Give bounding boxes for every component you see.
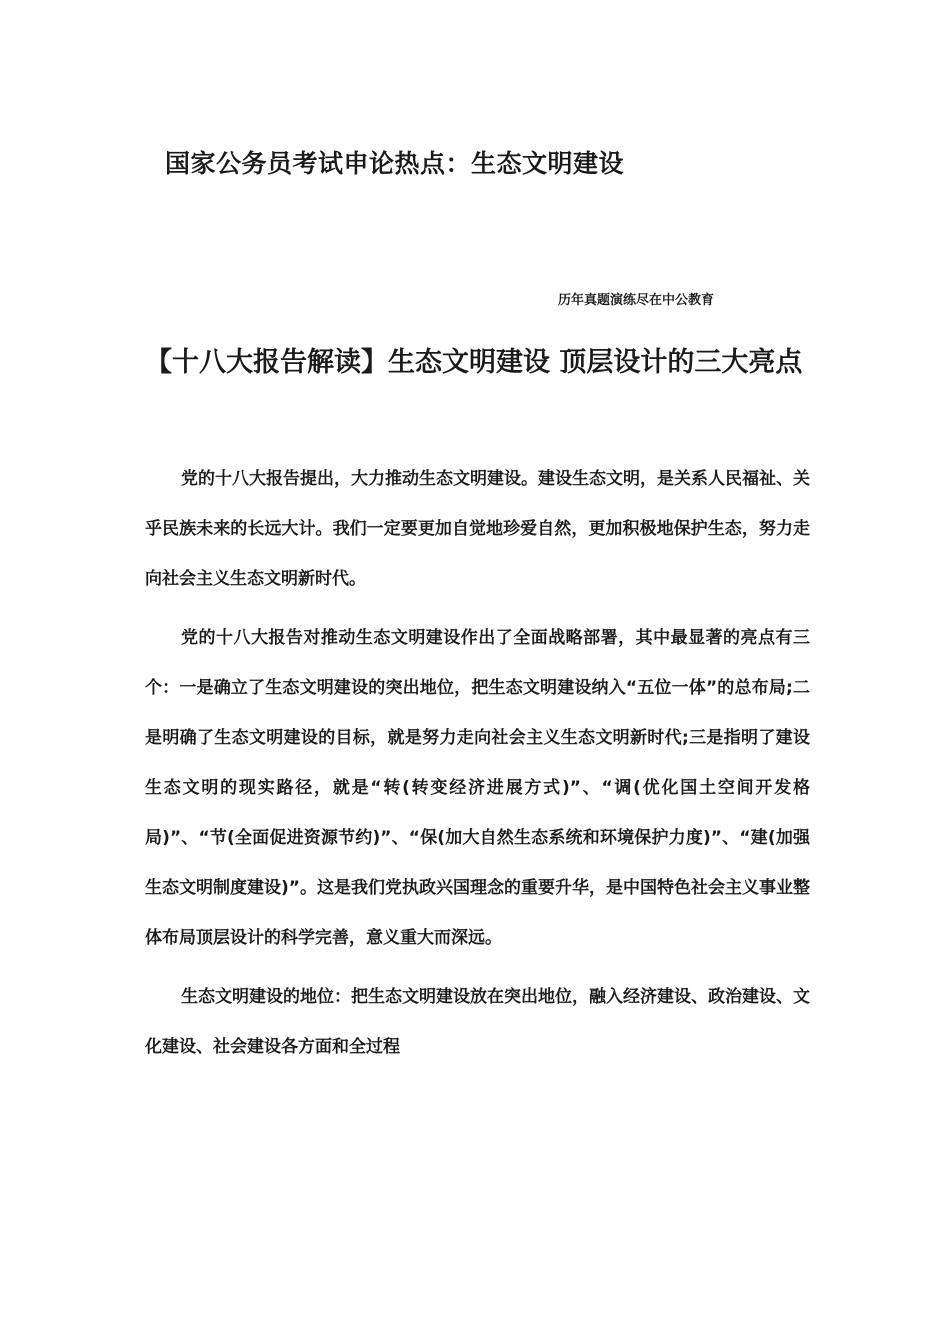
paragraph: 生态文明建设的地位：把生态文明建设放在突出地位，融入经济建设、政治建设、文化建设、社会建设各方面和全过程 bbox=[145, 987, 810, 1057]
paragraph: 党的十八大报告对推动生态文明建设作出了全面战略部署，其中最显著的亮点有三个：一是确立了生态文明建设的突出地位，把生态文明建设纳入“五位一体”的总布局;二是明确了生态文明建设的目标，就是努力走向社会主义生态文明新时代;三是指明了建设生态文明的现实路径，就是“转(转变经济进展方式)”、“调(优化国土空间开发格局)”、“节(全面促进资源节约)”、“保(加大自然生态系统和环境保护力度)”、“建(加强生态文明制度建设)”。这是我们党执政兴国理念的重要升华，是中国特色社会主义事业整体布局顶层设计的科学完善，意义重大而深远。 bbox=[145, 628, 810, 948]
article-body bbox=[145, 454, 810, 1081]
paragraph: 党的十八大报告提出，大力推动生态文明建设。建设生态文明，是关系人民福祉、关乎民族未来的长远大计。我们一定要更加自觉地珍爱自然，更加积极地保护生态，努力走向社会主义生态文明新时代。 bbox=[145, 469, 810, 589]
section-heading: 【十八大报告解读】生态文明建设 顶层设计的三大亮点 bbox=[145, 347, 803, 378]
promo-slogan: 历年真题演练尽在中公教育 bbox=[558, 293, 715, 308]
document-title: 国家公务员考试申论热点：生态文明建设 bbox=[165, 149, 625, 178]
